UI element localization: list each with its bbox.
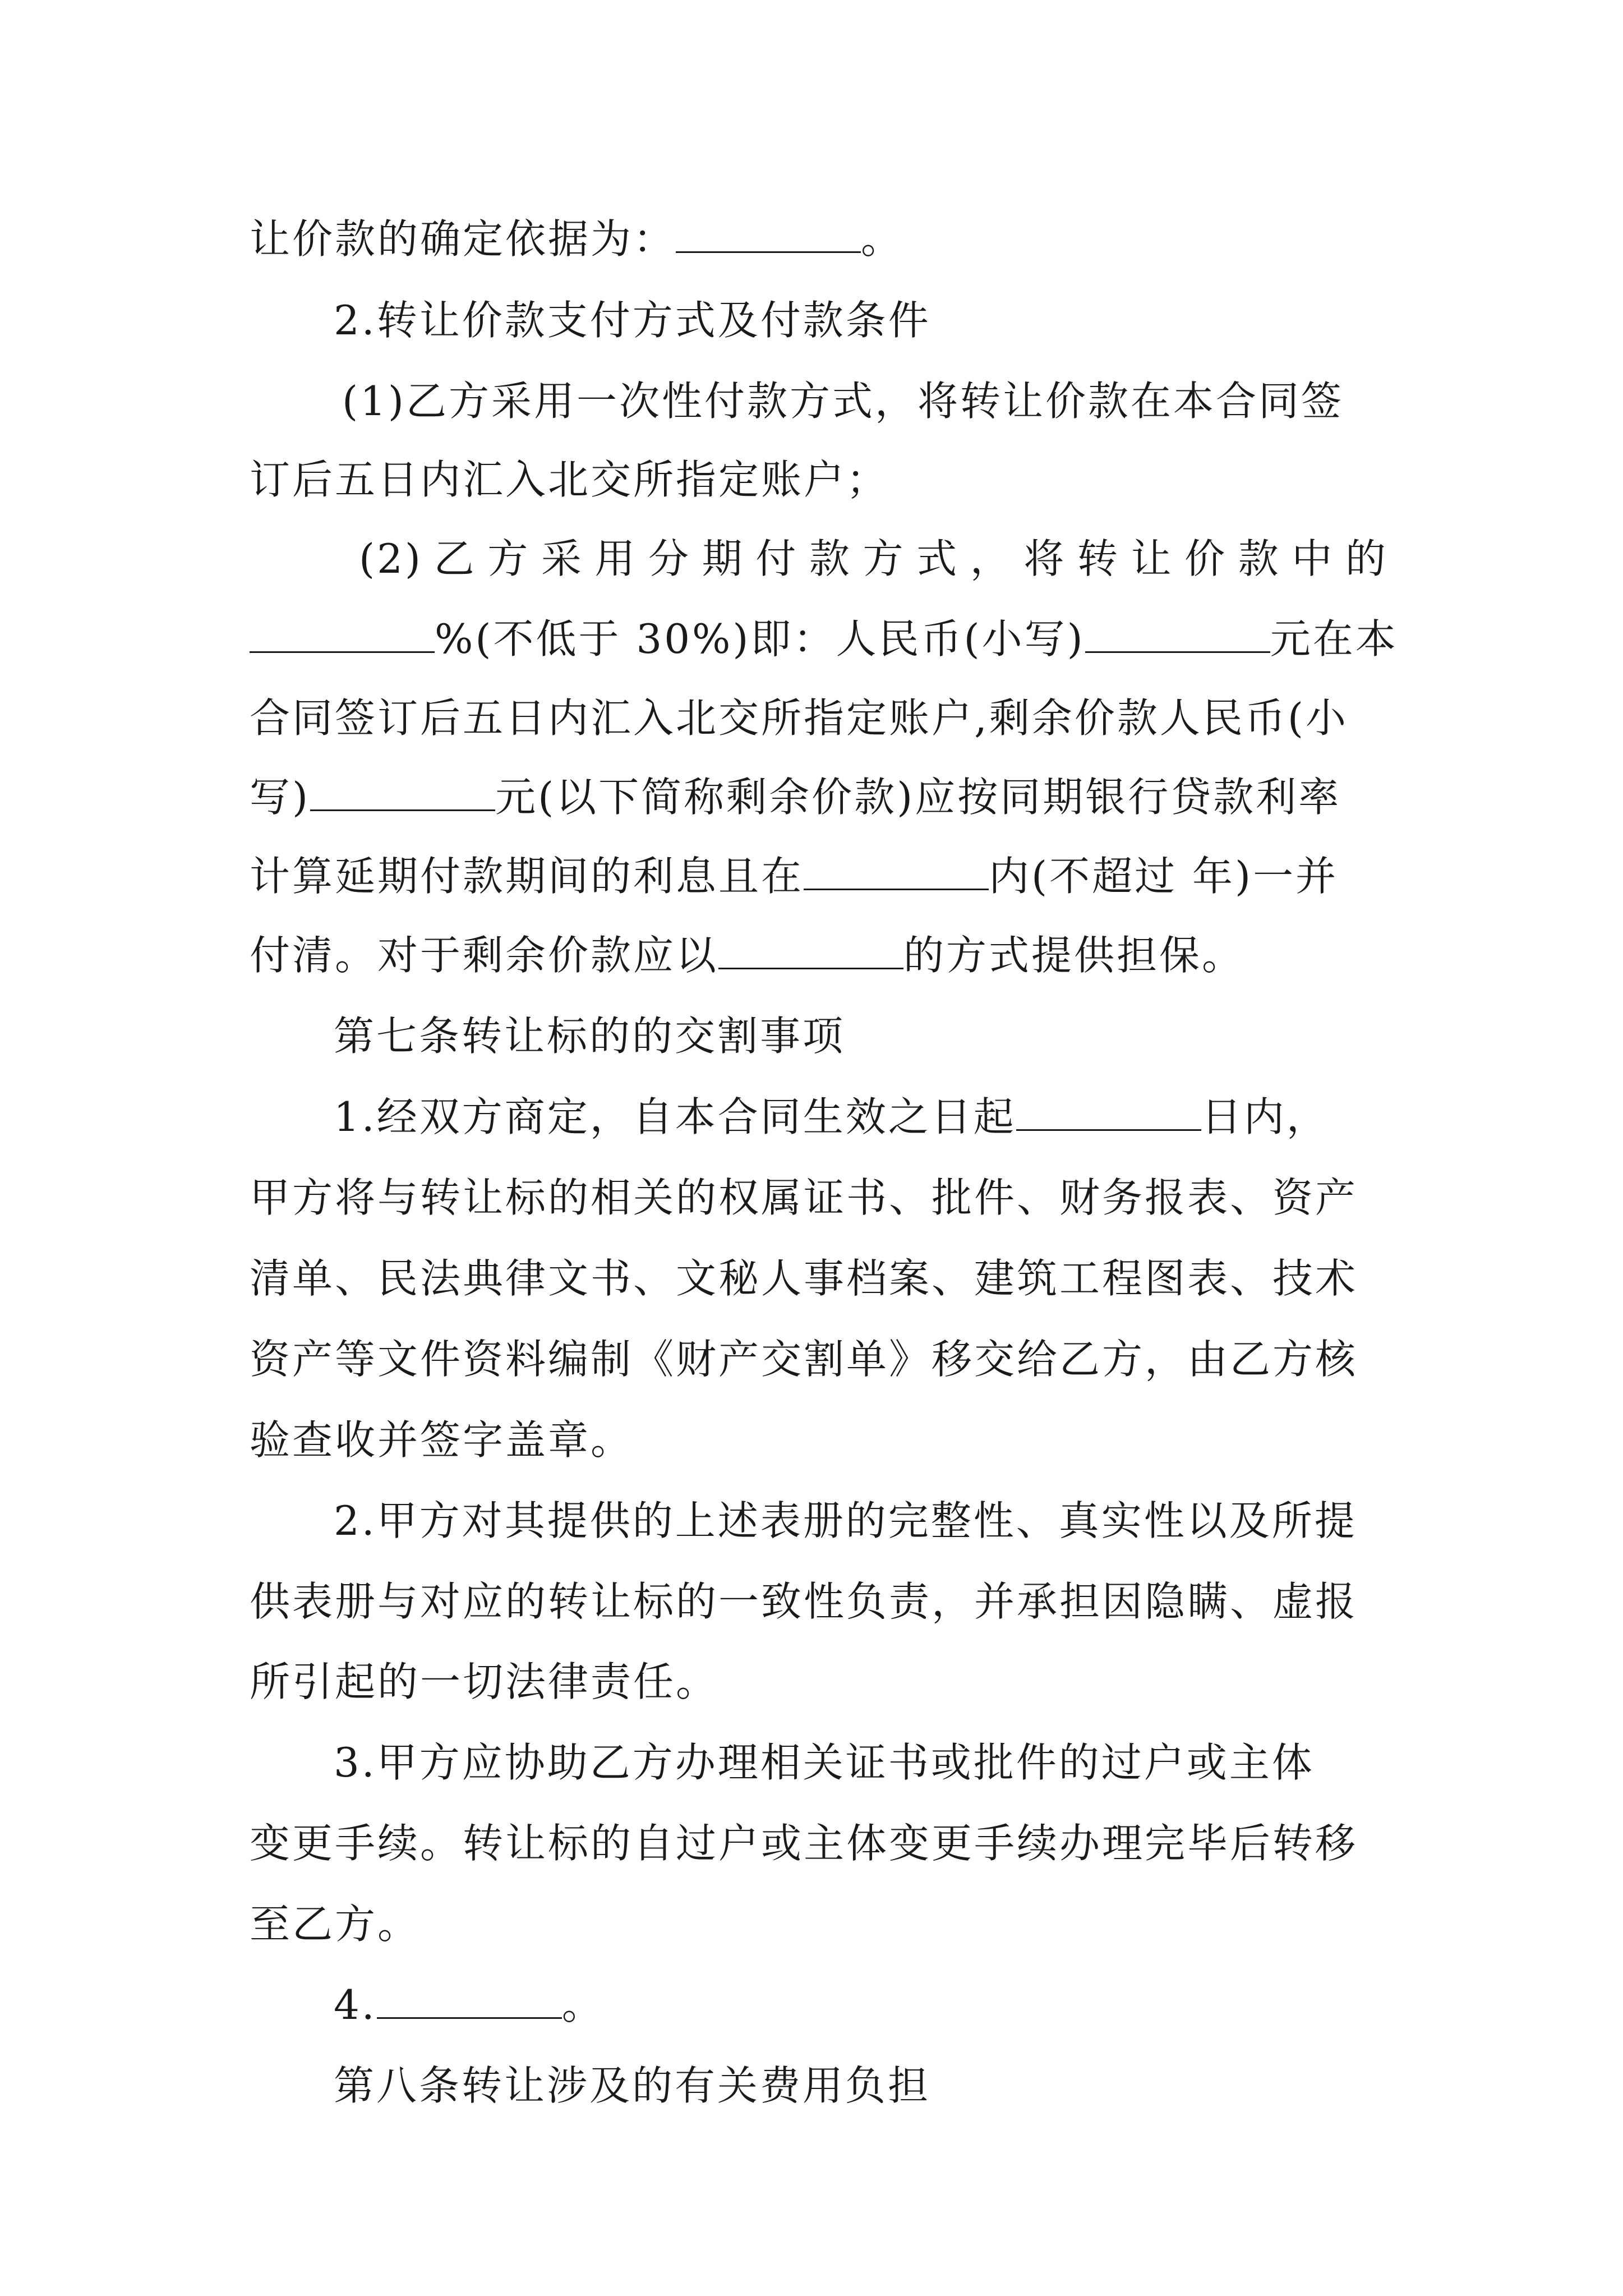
- text-line: 资产等文件资料编制《财产交割单》移交给乙方，由乙方核: [250, 1336, 1358, 1383]
- text-glyph: 中: [1292, 535, 1335, 582]
- text-glyph: 采: [541, 535, 584, 582]
- fill-blank: [804, 852, 989, 890]
- text-glyph: 款: [1238, 535, 1281, 582]
- fill-blank: [718, 931, 903, 969]
- text-glyph: ，: [970, 535, 1013, 582]
- text-line: 订后五日内汇入北交所指定账户；: [250, 456, 889, 503]
- text-glyph: 让: [1131, 535, 1174, 582]
- text-glyph: 用: [594, 535, 638, 582]
- section-heading: 第七条转让标的的交割事项: [334, 1013, 846, 1060]
- text-line: 2.转让价款支付方式及付款条件: [334, 297, 931, 344]
- fill-blank: [1085, 614, 1270, 653]
- text-line: 付清。对于剩余价款应以 的方式提供担保。: [250, 932, 1245, 979]
- text-glyph: 款: [809, 535, 852, 582]
- fill-blank: [676, 214, 861, 253]
- text-glyph: 将: [1023, 535, 1067, 582]
- text-line: 变更手续。转让标的自过户或主体变更手续办理完毕后转移: [250, 1820, 1358, 1867]
- fill-blank: [250, 614, 435, 653]
- text-glyph: 期: [702, 535, 745, 582]
- text-glyph: 付: [755, 535, 799, 582]
- text-glyph: 乙: [434, 535, 477, 582]
- text-line: 甲方将与转让标的相关的权属证书、批件、财务报表、资产: [250, 1174, 1358, 1221]
- text-line: 1.经双方商定，自本合同生效之日起 日内，: [334, 1093, 1329, 1140]
- fill-blank: [377, 1980, 562, 2019]
- text-line: 清单、民法典律文书、文秘人事档案、建筑工程图表、技术: [250, 1255, 1358, 1302]
- fill-blank: [1016, 1092, 1201, 1131]
- text-line: 让价款的确定依据为： 。: [250, 215, 904, 263]
- text-glyph: 转: [1077, 535, 1120, 582]
- fill-blank: [310, 772, 495, 811]
- text-line: 合同签订后五日内汇入北交所指定账户,剩余价款人民币(小: [250, 694, 1348, 742]
- text-glyph: 式: [916, 535, 960, 582]
- text-line: 3.甲方应协助乙方办理相关证书或批件的过户或主体: [334, 1739, 1315, 1786]
- text-glyph: 价: [1184, 535, 1228, 582]
- text-line: %(不低于 30%)即：人民币(小写) 元在本: [250, 612, 1388, 666]
- text-glyph: 的: [1345, 535, 1388, 582]
- text-line: 4. 。: [334, 1981, 605, 2028]
- text-glyph: 方: [863, 535, 906, 582]
- text-line: 所引起的一切法律责任。: [250, 1658, 719, 1705]
- text-line: 写) 元(以下简称剩余价款)应按同期银行贷款利率: [250, 774, 1341, 821]
- text-glyph: (2): [359, 535, 423, 582]
- text-line: 2.甲方对其提供的上述表册的完整性、真实性以及所提: [334, 1497, 1357, 1544]
- text-glyph: 分: [648, 535, 691, 582]
- text-line: 供表册与对应的转让标的一致性负责，并承担因隐瞒、虚报: [250, 1578, 1358, 1625]
- text-glyph: 方: [487, 535, 531, 582]
- text-line: 验查收并签字盖章。: [250, 1416, 634, 1464]
- text-line: 计算延期付款期间的利息且在 内(不超过 年)一并: [250, 853, 1339, 900]
- text-line-spread: [359, 532, 1388, 586]
- text-line: (1)乙方采用一次性付款方式，将转让价款在本合同签: [342, 378, 1344, 425]
- section-heading: 第八条转让涉及的有关费用负担: [334, 2062, 931, 2109]
- text-line: 至乙方。: [250, 1901, 421, 1948]
